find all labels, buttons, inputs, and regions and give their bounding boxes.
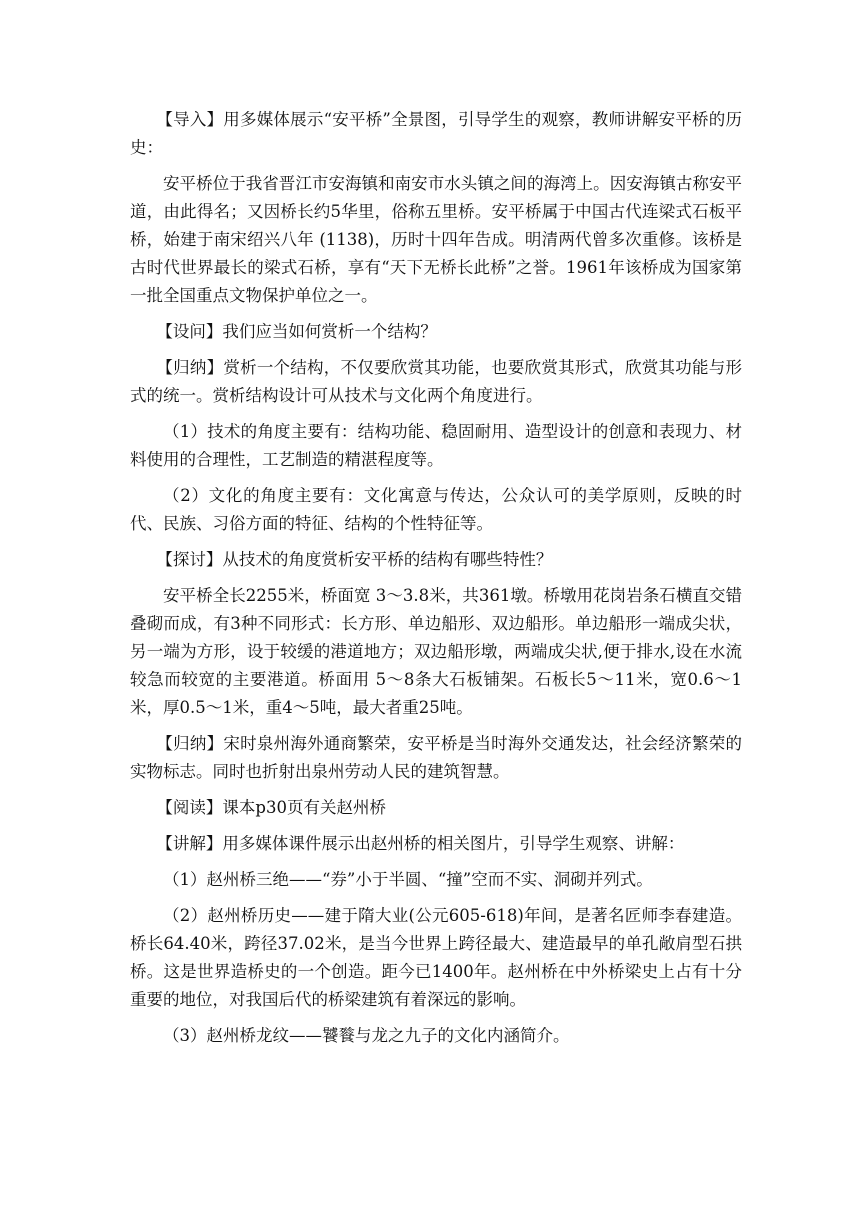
discussion-paragraph: 【探讨】从技术的角度赏析安平桥的结构有哪些特性？ — [156, 550, 553, 569]
summary-paragraph: 【归纳】赏析一个结构，不仅要欣赏其功能，也要欣赏其形式，欣赏其功能与形式的统一。赏析结构设计可从技术与文化两个角度进行。 — [130, 358, 742, 405]
reading-paragraph: 【阅读】课本p30页有关赵州桥 — [156, 798, 386, 817]
question-paragraph: 【设问】我们应当如何赏析一个结构？ — [156, 322, 437, 341]
zhaozhou-three-wonders-paragraph: （1）赵州桥三绝——“券”小于半圆、“撞”空而不实、洞砌并列式。 — [163, 870, 653, 889]
anping-bridge-specs-paragraph: 安平桥全长2255米，桥面宽 3～3.8米，共361墩。桥墩用花岗岩条石横直交错叠砌而成，有3种不同形式：长方形、单边船形、双边船形。单边船形一端成尖状，另一端为方形，设于较缓的港道地方；双边船形墩，两端成尖状,便于排水,设在水流较急而较宽的主要港道。桥面用 5～8条大石板铺架。石板长5～11米，宽0.6～1米，厚0.5～1米，重4～5吨，最大者重25吨。 — [130, 586, 742, 717]
zhaozhou-history-paragraph: （2）赵州桥历史——建于隋大业(公元605-618)年间，是著名匠师李春建造。桥长64.40米，跨径37.02米，是当今世界上跨径最大、建造最早的单孔敞肩型石拱桥。这是世界造桥史的一个创造。距今已1400年。赵州桥在中外桥梁史上占有十分重要的地位，对我国后代的桥梁建筑有着深远的影响。 — [130, 906, 742, 1009]
cultural-angle-paragraph: （2）文化的角度主要有：文化寓意与传达，公众认可的美学原则，反映的时代、民族、习俗方面的特征、结构的个性特征等。 — [130, 486, 742, 533]
technical-angle-paragraph: （1）技术的角度主要有：结构功能、稳固耐用、造型设计的创意和表现力、材料使用的合理性，工艺制造的精湛程度等。 — [130, 422, 742, 469]
anping-bridge-history-paragraph: 安平桥位于我省晋江市安海镇和南安市水头镇之间的海湾上。因安海镇古称安平道，由此得名；又因桥长约5华里，俗称五里桥。安平桥属于中国古代连梁式石板平桥，始建于南宋绍兴八年 (1138)，历时十四年告成。明清两代曾多次重修。该桥是古时代世界最长的梁式石桥，享有“天下无桥长此桥”之誉。1961年该桥成为国家第一批全国重点文物保护单位之一。 — [130, 174, 742, 305]
conclusion-paragraph: 【归纳】宋时泉州海外通商繁荣，安平桥是当时海外交通发达，社会经济繁荣的实物标志。同时也折射出泉州劳动人民的建筑智慧。 — [130, 734, 742, 781]
zhaozhou-dragon-pattern-paragraph: （3）赵州桥龙纹——饕餮与龙之九子的文化内涵简介。 — [163, 1026, 570, 1045]
document-page — [130, 106, 742, 1050]
intro-paragraph: 【导入】用多媒体展示“安平桥”全景图，引导学生的观察，教师讲解安平桥的历史： — [130, 110, 742, 157]
explanation-paragraph: 【讲解】用多媒体课件展示出赵州桥的相关图片，引导学生观察、讲解： — [156, 834, 685, 853]
